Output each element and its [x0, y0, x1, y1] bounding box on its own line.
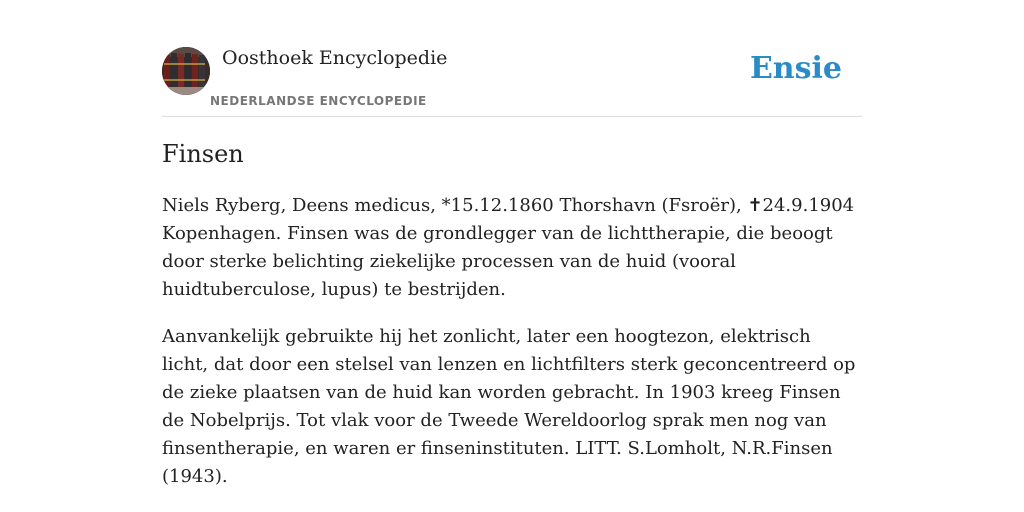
entry-title: Finsen [162, 140, 244, 168]
ensie-logo-link[interactable]: Ensie [749, 51, 842, 86]
site-header [162, 0, 862, 117]
site-subtitle: NEDERLANDSE ENCYCLOPEDIE [210, 94, 427, 108]
site-title-link[interactable]: Oosthoek Encyclopedie [222, 47, 448, 69]
entry-paragraph: Niels Ryberg, Deens medicus, *15.12.1860 Thorshavn (Fsroër), ✝24.9.1904 Kopenhagen. Finsen was de grondlegger van de lichttherapie, die beoogt door sterke belichting ziekelijke processen van de huid (vooral huidtuberculose, lupus) te bestrijden. [162, 195, 855, 300]
entry-paragraph: Aanvankelijk gebruikte hij het zonlicht, later een hoogtezon, elektrisch licht, dat door een stelsel van lenzen en lichtfilters sterk geconcentreerd op de zieke plaatsen van de huid kan worden gebracht. In 1903 kreeg Finsen de Nobelprijs. Tot vlak voor de Tweede Wereldoorlog sprak men nog van finsentherapie, en waren er finseninstituten. LITT. S.Lomholt, N.R.Finsen (1943). [162, 326, 856, 487]
page-container [162, 0, 862, 487]
entry-body [162, 192, 862, 510]
books-avatar-icon[interactable] [162, 47, 210, 95]
books-image [162, 47, 210, 95]
